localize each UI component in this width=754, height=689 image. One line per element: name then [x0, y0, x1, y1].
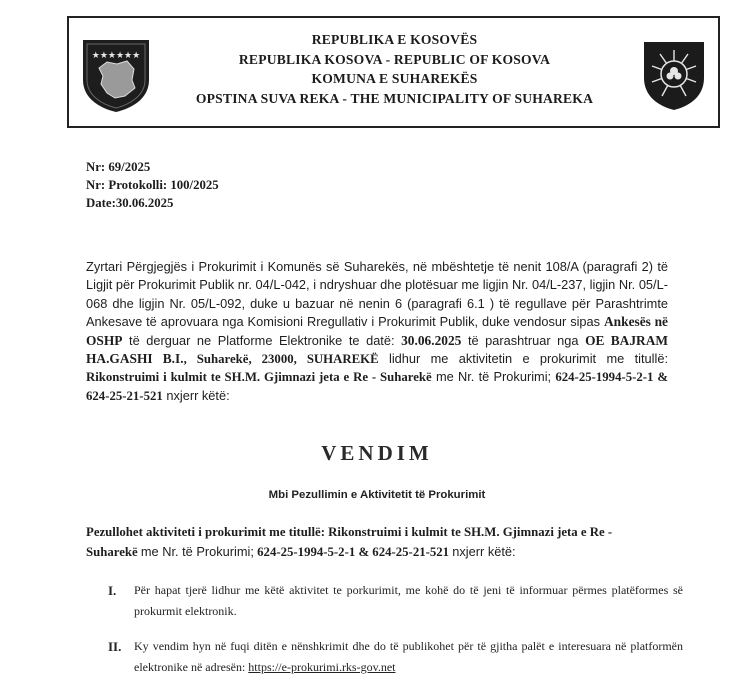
- decision-statement: [86, 523, 666, 562]
- list-item-text: Për hapat tjerë lidhur me këtë aktivitet te porkurimit, me kohë do të jeni të informuar përmes platëformes së prokurmit elektronik.: [134, 583, 683, 618]
- protocol-number: Nr: Protokolli: 100/2025: [86, 178, 219, 192]
- eprocurement-link[interactable]: https://e-prokurimi.rks-gov.net: [248, 660, 396, 674]
- submitted-by-text: të parashtruar nga: [467, 332, 579, 348]
- ankese-label: Ankesës në OSHP: [86, 314, 668, 348]
- header-line-komuna: KOMUNA E SUHAREKËS: [311, 71, 478, 86]
- header-line-municipality: OPSTINA SUVA REKA - THE MUNICIPALITY OF SUHAREKA: [195, 90, 594, 106]
- document-date: Date:30.06.2025: [86, 196, 174, 210]
- header-line-republic: REPUBLIKA KOSOVA - REPUBLIC OF KOSOVA: [238, 51, 551, 67]
- procurement-numbers: 624-25-1994-5-2-1 & 624-25-21-521: [86, 370, 668, 403]
- list-item-content: [134, 636, 683, 678]
- procurement-title: Rikonstruimi i kulmit te SH.M. Gjimnazi jeta e Re - Suharekë: [86, 370, 432, 385]
- decision-end-text: nxjerr këtë:: [452, 544, 516, 559]
- intro-paragraph: [86, 258, 668, 405]
- list-item: [108, 580, 683, 622]
- list-item: [108, 636, 683, 678]
- economic-operator-name: OE BAJRAM HA.GASHI B.I.: [86, 332, 669, 367]
- intro-text: Zyrtari Përgjegjës i Prokurimit i Komunës së Suharekës, në mbështetje të nenit 108/A (paragrafi 2) të Ligjit për Prokurimit Publik nr. 04/L-042, i ndryshuar dhe plotësuar me ligjin Nr. 04/L-237, ligjin Nr. 05/L-068 dhe ligjin Nr. 05/L-092, duke u bazuar në nenin 6 (paragrafi 6.1 ) të regullave për Parashtrimte Ankesave të aprovuara nga Komisioni Rregullativ i Prokurimit Publik, duke vendosur sipas: [86, 259, 668, 330]
- economic-operator-address: , Suharekë, 23000, SUHAREKË: [183, 352, 379, 367]
- decision-procurement-numbers: 624-25-1994-5-2-1 & 624-25-21-521: [257, 545, 450, 559]
- sent-text: të derguar ne Platforme Elektronike te datë:: [129, 332, 395, 348]
- list-item-number: II.: [108, 639, 122, 654]
- activity-text: lidhur me aktivitetin e prokurimit me titullë:: [389, 351, 669, 367]
- svg-text:★★★★★★: ★★★★★★: [91, 51, 141, 61]
- header-title-block: [75, 30, 714, 108]
- decision-procurement-title: Rikonstruimi i kulmit te SH.M. Gjimnazi jeta e Re - Suharekë: [86, 525, 613, 559]
- decision-number-label: me Nr. të Prokurimi;: [140, 544, 254, 559]
- document-number: Nr: 69/2025: [86, 160, 151, 174]
- issues-text: nxjerr këtë:: [166, 387, 230, 403]
- header-line-republika: REPUBLIKA E KOSOVËS: [311, 32, 478, 47]
- list-item-text: Ky vendim hyn në fuqi ditën e nënshkrimit dhe do të publikohet për të gjitha palët e interesuara në platformën elektronike në adresën:: [134, 639, 683, 674]
- decision-heading: VENDIM: [321, 441, 433, 465]
- procurement-number-label: me Nr. të Prokurimi;: [435, 369, 552, 385]
- ankese-date: 30.06.2025: [401, 332, 462, 348]
- decision-lead: Pezullohet aktiviteti i prokurimit me titullë:: [86, 525, 325, 539]
- decision-subtitle: Mbi Pezullimin e Aktivitetit të Prokurimit: [268, 489, 486, 501]
- list-item-number: I.: [108, 583, 117, 598]
